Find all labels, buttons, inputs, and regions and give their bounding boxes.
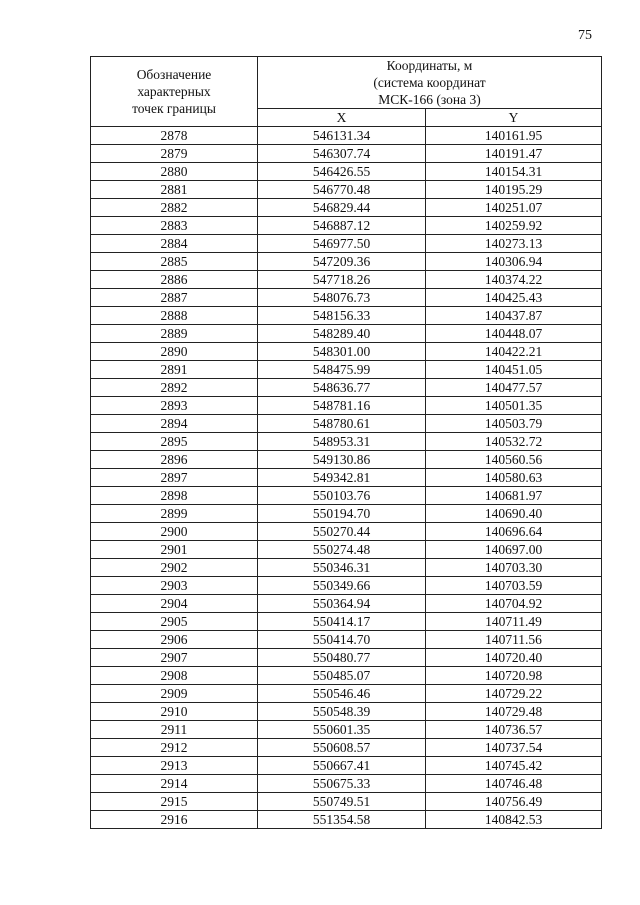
y-coordinate-cell: 140746.48 [426, 775, 602, 793]
y-coordinate-cell: 140737.54 [426, 739, 602, 757]
x-coordinate-cell: 548156.33 [258, 307, 426, 325]
point-id-cell: 2894 [91, 415, 258, 433]
x-coordinate-cell: 550346.31 [258, 559, 426, 577]
point-id-cell: 2903 [91, 577, 258, 595]
header-line: (система координат [373, 75, 486, 90]
table-row [91, 541, 602, 559]
point-id-cell: 2907 [91, 649, 258, 667]
x-coordinate-cell: 550194.70 [258, 505, 426, 523]
point-id-cell: 2909 [91, 685, 258, 703]
y-coordinate-cell: 140560.56 [426, 451, 602, 469]
point-id-cell: 2881 [91, 181, 258, 199]
point-id-cell: 2893 [91, 397, 258, 415]
table-row [91, 685, 602, 703]
y-coordinate-cell: 140437.87 [426, 307, 602, 325]
y-coordinate-cell: 140195.29 [426, 181, 602, 199]
point-id-cell: 2886 [91, 271, 258, 289]
point-id-cell: 2896 [91, 451, 258, 469]
table-row [91, 793, 602, 811]
x-coordinate-cell: 547718.26 [258, 271, 426, 289]
x-coordinate-cell: 546887.12 [258, 217, 426, 235]
y-coordinate-cell: 140704.92 [426, 595, 602, 613]
table-row [91, 217, 602, 235]
y-coordinate-cell: 140696.64 [426, 523, 602, 541]
x-coordinate-cell: 548076.73 [258, 289, 426, 307]
y-coordinate-cell: 140374.22 [426, 271, 602, 289]
point-id-cell: 2888 [91, 307, 258, 325]
x-coordinate-cell: 550608.57 [258, 739, 426, 757]
point-id-cell: 2889 [91, 325, 258, 343]
point-id-cell: 2897 [91, 469, 258, 487]
table-row [91, 703, 602, 721]
point-id-cell: 2910 [91, 703, 258, 721]
y-coordinate-cell: 140729.48 [426, 703, 602, 721]
y-coordinate-cell: 140690.40 [426, 505, 602, 523]
table-row [91, 343, 602, 361]
y-coordinate-cell: 140720.40 [426, 649, 602, 667]
header-line: МСК-166 (зона 3) [378, 92, 481, 107]
point-id-cell: 2891 [91, 361, 258, 379]
table-row [91, 253, 602, 271]
point-id-cell: 2908 [91, 667, 258, 685]
table-row [91, 523, 602, 541]
point-id-cell: 2879 [91, 145, 258, 163]
x-coordinate-cell: 550749.51 [258, 793, 426, 811]
table-row [91, 721, 602, 739]
y-coordinate-cell: 140711.49 [426, 613, 602, 631]
table-row [91, 505, 602, 523]
x-coordinate-cell: 548475.99 [258, 361, 426, 379]
table-row [91, 577, 602, 595]
table-row [91, 757, 602, 775]
table-row [91, 271, 602, 289]
y-coordinate-cell: 140451.05 [426, 361, 602, 379]
y-coordinate-cell: 140501.35 [426, 397, 602, 415]
point-id-cell: 2880 [91, 163, 258, 181]
point-id-cell: 2884 [91, 235, 258, 253]
y-coordinate-cell: 140448.07 [426, 325, 602, 343]
x-coordinate-cell: 550480.77 [258, 649, 426, 667]
table-row [91, 631, 602, 649]
y-coordinate-cell: 140161.95 [426, 127, 602, 145]
point-id-cell: 2898 [91, 487, 258, 505]
x-coordinate-cell: 546770.48 [258, 181, 426, 199]
y-coordinate-cell: 140729.22 [426, 685, 602, 703]
x-coordinate-cell: 548953.31 [258, 433, 426, 451]
x-coordinate-cell: 550675.33 [258, 775, 426, 793]
header-line: точек границы [132, 101, 216, 116]
point-id-cell: 2878 [91, 127, 258, 145]
table-row [91, 613, 602, 631]
table-row [91, 559, 602, 577]
point-id-cell: 2885 [91, 253, 258, 271]
table-row [91, 163, 602, 181]
y-coordinate-cell: 140532.72 [426, 433, 602, 451]
header-line: характерных [137, 84, 211, 99]
y-coordinate-cell: 140422.21 [426, 343, 602, 361]
y-coordinate-cell: 140273.13 [426, 235, 602, 253]
x-coordinate-cell: 546131.34 [258, 127, 426, 145]
y-coordinate-cell: 140259.92 [426, 217, 602, 235]
x-coordinate-cell: 550349.66 [258, 577, 426, 595]
point-id-cell: 2902 [91, 559, 258, 577]
table-row [91, 595, 602, 613]
table-header [91, 57, 602, 127]
y-coordinate-cell: 140703.59 [426, 577, 602, 595]
point-id-cell: 2895 [91, 433, 258, 451]
table-row [91, 307, 602, 325]
point-id-cell: 2904 [91, 595, 258, 613]
table-row [91, 649, 602, 667]
point-id-cell: 2882 [91, 199, 258, 217]
x-coordinate-cell: 549130.86 [258, 451, 426, 469]
table-row [91, 739, 602, 757]
table-row [91, 325, 602, 343]
coordinates-table [90, 56, 602, 829]
y-coordinate-cell: 140681.97 [426, 487, 602, 505]
y-coordinate-cell: 140756.49 [426, 793, 602, 811]
table-row [91, 379, 602, 397]
point-id-cell: 2913 [91, 757, 258, 775]
y-coordinate-cell: 140191.47 [426, 145, 602, 163]
y-coordinate-cell: 140503.79 [426, 415, 602, 433]
x-coordinate-cell: 546977.50 [258, 235, 426, 253]
point-id-cell: 2901 [91, 541, 258, 559]
table-body [91, 127, 602, 829]
y-coordinate-cell: 140580.63 [426, 469, 602, 487]
y-coordinate-cell: 140477.57 [426, 379, 602, 397]
table-row [91, 397, 602, 415]
x-column-header: X [258, 109, 426, 127]
y-coordinate-cell: 140306.94 [426, 253, 602, 271]
x-coordinate-cell: 550485.07 [258, 667, 426, 685]
x-coordinate-cell: 550414.17 [258, 613, 426, 631]
x-coordinate-cell: 550274.48 [258, 541, 426, 559]
point-id-cell: 2916 [91, 811, 258, 829]
x-coordinate-cell: 550364.94 [258, 595, 426, 613]
header-line: Обозначение [136, 67, 212, 82]
table-row [91, 145, 602, 163]
y-column-header: Y [426, 109, 602, 127]
table-row [91, 469, 602, 487]
y-coordinate-cell: 140711.56 [426, 631, 602, 649]
x-coordinate-cell: 548780.61 [258, 415, 426, 433]
x-coordinate-cell: 549342.81 [258, 469, 426, 487]
x-coordinate-cell: 548636.77 [258, 379, 426, 397]
x-coordinate-cell: 548301.00 [258, 343, 426, 361]
point-id-cell: 2899 [91, 505, 258, 523]
table-row [91, 127, 602, 145]
x-coordinate-cell: 550667.41 [258, 757, 426, 775]
y-coordinate-cell: 140251.07 [426, 199, 602, 217]
y-coordinate-cell: 140154.31 [426, 163, 602, 181]
y-coordinate-cell: 140736.57 [426, 721, 602, 739]
x-coordinate-cell: 546307.74 [258, 145, 426, 163]
point-id-cell: 2905 [91, 613, 258, 631]
table-row [91, 433, 602, 451]
table-row [91, 181, 602, 199]
point-id-cell: 2900 [91, 523, 258, 541]
coordinates-header [258, 57, 602, 109]
x-coordinate-cell: 548781.16 [258, 397, 426, 415]
x-coordinate-cell: 550103.76 [258, 487, 426, 505]
header-line: Координаты, м [386, 58, 473, 73]
point-id-cell: 2911 [91, 721, 258, 739]
x-coordinate-cell: 550414.70 [258, 631, 426, 649]
point-designation-header [91, 57, 258, 127]
point-id-cell: 2892 [91, 379, 258, 397]
x-coordinate-cell: 548289.40 [258, 325, 426, 343]
x-coordinate-cell: 550270.44 [258, 523, 426, 541]
point-id-cell: 2914 [91, 775, 258, 793]
table-row [91, 235, 602, 253]
x-coordinate-cell: 546426.55 [258, 163, 426, 181]
x-coordinate-cell: 550548.39 [258, 703, 426, 721]
table-row [91, 775, 602, 793]
table-row [91, 361, 602, 379]
y-coordinate-cell: 140697.00 [426, 541, 602, 559]
y-coordinate-cell: 140842.53 [426, 811, 602, 829]
y-coordinate-cell: 140425.43 [426, 289, 602, 307]
x-coordinate-cell: 547209.36 [258, 253, 426, 271]
y-coordinate-cell: 140703.30 [426, 559, 602, 577]
table-row [91, 811, 602, 829]
table-row [91, 199, 602, 217]
point-id-cell: 2912 [91, 739, 258, 757]
x-coordinate-cell: 550546.46 [258, 685, 426, 703]
point-id-cell: 2906 [91, 631, 258, 649]
point-id-cell: 2883 [91, 217, 258, 235]
table-row [91, 667, 602, 685]
y-coordinate-cell: 140720.98 [426, 667, 602, 685]
table-row [91, 487, 602, 505]
point-id-cell: 2915 [91, 793, 258, 811]
page-number: 75 [578, 28, 592, 43]
x-coordinate-cell: 546829.44 [258, 199, 426, 217]
x-coordinate-cell: 551354.58 [258, 811, 426, 829]
y-coordinate-cell: 140745.42 [426, 757, 602, 775]
point-id-cell: 2887 [91, 289, 258, 307]
table-row [91, 415, 602, 433]
table-row [91, 289, 602, 307]
point-id-cell: 2890 [91, 343, 258, 361]
x-coordinate-cell: 550601.35 [258, 721, 426, 739]
table-row [91, 451, 602, 469]
